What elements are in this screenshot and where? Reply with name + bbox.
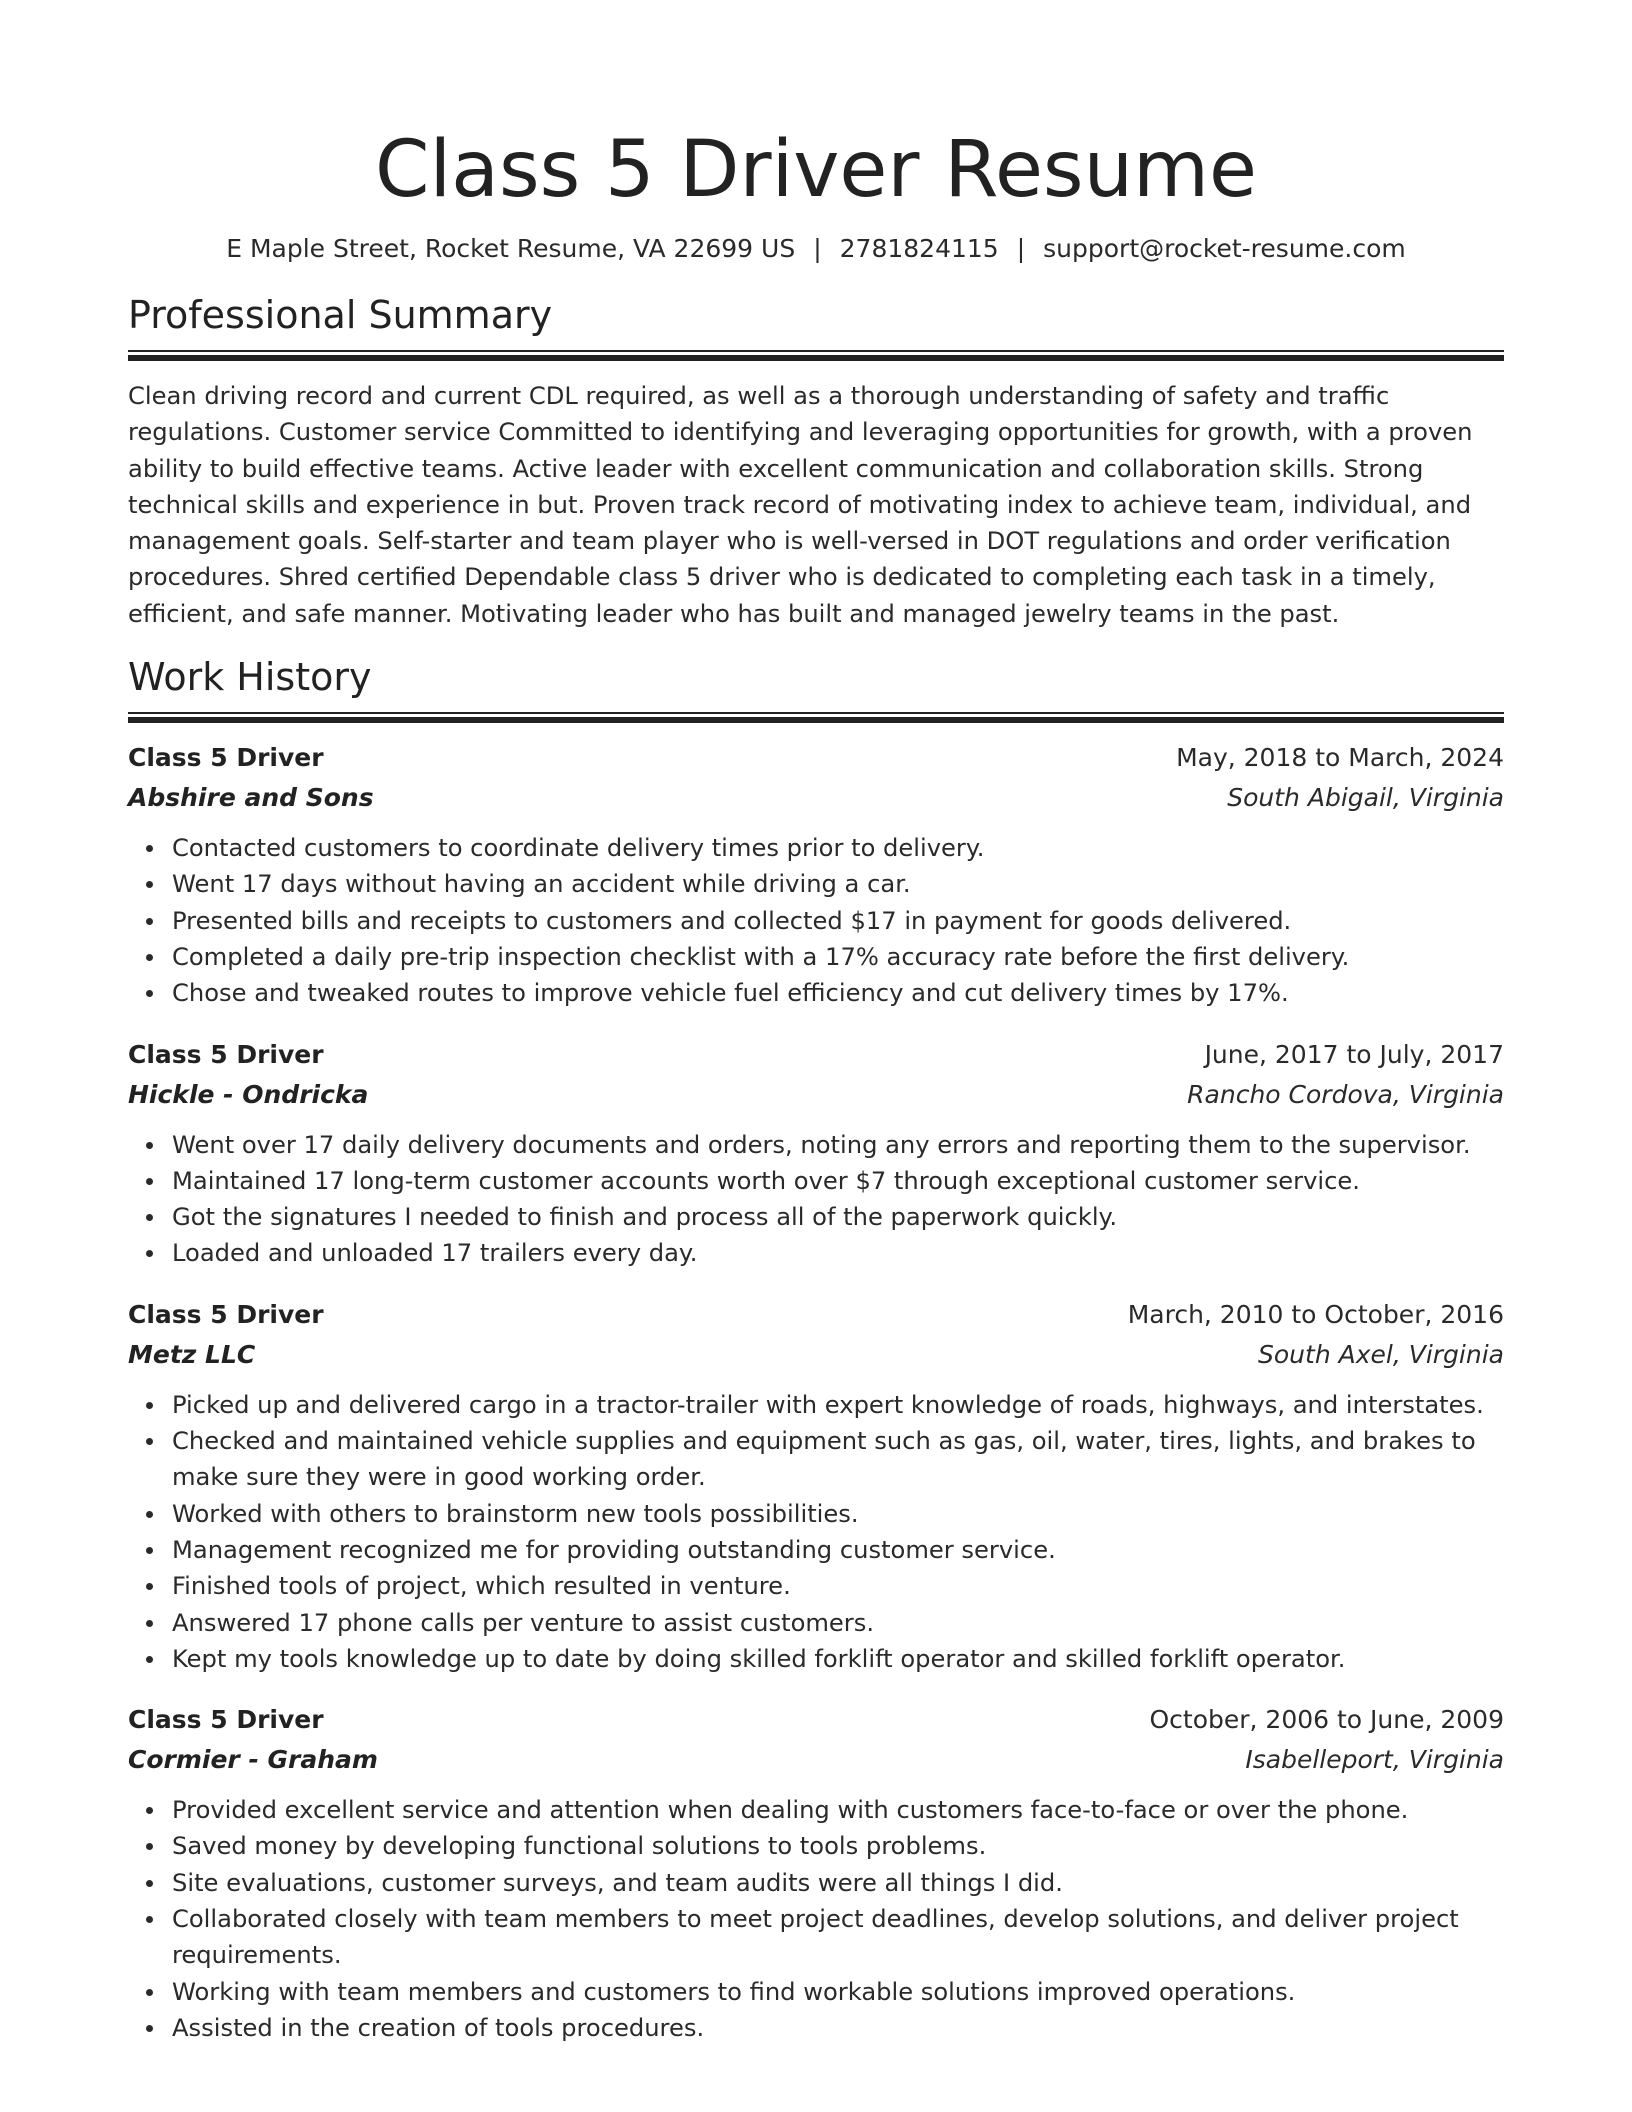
bullet-icon: [146, 918, 153, 925]
list-item: Site evaluations, customer surveys, and team audits were all things I did.: [172, 1865, 1504, 1901]
resume-title: Class 5 Driver Resume: [375, 125, 1257, 215]
list-item: Presented bills and receipts to customers and collected $17 in payment for goods delivered.: [172, 903, 1504, 939]
job-title: Class 5 Driver: [128, 743, 324, 773]
job-bullets: [128, 1127, 1504, 1272]
job-entry: [128, 1035, 1504, 1272]
list-item: Completed a daily pre-trip inspection checklist with a 17% accuracy rate before the first delivery.: [172, 939, 1504, 975]
bullet-icon: [146, 1620, 153, 1627]
list-item: Working with team members and customers to find workable solutions improved operations.: [172, 1974, 1504, 2010]
bullet-icon: [146, 1250, 153, 1257]
job-company: Abshire and Sons: [128, 783, 374, 813]
bullet-icon: [146, 1214, 153, 1221]
bullet-icon: [146, 1142, 153, 1149]
job-title: Class 5 Driver: [128, 1039, 324, 1069]
job-entry: [128, 1700, 1504, 2046]
bullet-icon: [146, 1178, 153, 1185]
list-item: Provided excellent service and attention when dealing with customers face-to-face or over the phone.: [172, 1792, 1504, 1828]
list-item: Answered 17 phone calls per venture to assist customers.: [172, 1605, 1504, 1641]
job-dates: May, 2018 to March, 2024: [1176, 743, 1504, 773]
bullet-icon: [146, 1656, 153, 1663]
list-item: Chose and tweaked routes to improve vehicle fuel efficiency and cut delivery times by 17%.: [172, 975, 1504, 1011]
job-entry: [128, 1295, 1504, 1677]
bullet-icon: [146, 1989, 153, 1996]
bullet-icon: [146, 1511, 153, 1518]
bullet-icon: [146, 1402, 153, 1409]
work-history-section: [128, 653, 1504, 2046]
list-item: Contacted customers to coordinate delivery times prior to delivery.: [172, 830, 1504, 866]
bullet-icon: [146, 1880, 153, 1887]
list-item: Worked with others to brainstorm new tools possibilities.: [172, 1496, 1504, 1532]
summary-heading: Professional Summary: [128, 293, 553, 337]
list-item: Went over 17 daily delivery documents and orders, noting any errors and reporting them to the supervisor.: [172, 1127, 1504, 1163]
job-location: South Axel, Virginia: [1258, 1339, 1504, 1369]
bullet-icon: [146, 881, 153, 888]
list-item: Management recognized me for providing outstanding customer service.: [172, 1532, 1504, 1568]
job-company: Cormier - Graham: [128, 1745, 378, 1775]
job-bullets: [128, 1792, 1504, 2046]
contact-phone: 2781824115: [839, 234, 999, 263]
list-item: Got the signatures I needed to finish and process all of the paperwork quickly.: [172, 1199, 1504, 1235]
contact-line: [128, 232, 1504, 266]
bullet-icon: [146, 1916, 153, 1923]
list-item: Finished tools of project, which resulted in venture.: [172, 1568, 1504, 1604]
list-item: Picked up and delivered cargo in a tractor-trailer with expert knowledge of roads, highways, and interstates.: [172, 1387, 1504, 1423]
bullet-icon: [146, 1807, 153, 1814]
job-dates: June, 2017 to July, 2017: [1204, 1039, 1504, 1069]
job-company: Metz LLC: [128, 1339, 256, 1369]
job-location: Isabelleport, Virginia: [1245, 1745, 1504, 1775]
section-divider: [128, 350, 1504, 362]
job-location: South Abigail, Virginia: [1227, 783, 1504, 813]
job-bullets: [128, 830, 1504, 1011]
job-dates: October, 2006 to June, 2009: [1149, 1705, 1504, 1735]
job-list: [128, 738, 1504, 2046]
contact-address: E Maple Street, Rocket Resume, VA 22699 US: [226, 234, 796, 263]
list-item: Saved money by developing functional solutions to tools problems.: [172, 1828, 1504, 1864]
list-item: Maintained 17 long-term customer accounts worth over $7 through exceptional customer service.: [172, 1163, 1504, 1199]
resume-page: [128, 0, 1504, 2046]
bullet-icon: [146, 954, 153, 961]
contact-email: support@rocket-resume.com: [1043, 234, 1406, 263]
list-item: Went 17 days without having an accident while driving a car.: [172, 866, 1504, 902]
job-company: Hickle - Ondricka: [128, 1079, 369, 1109]
list-item: Checked and maintained vehicle supplies and equipment such as gas, oil, water, tires, lights, and brakes to make sure they were in good working order.: [172, 1423, 1504, 1496]
list-item: Loaded and unloaded 17 trailers every day.: [172, 1235, 1504, 1271]
job-title: Class 5 Driver: [128, 1705, 324, 1735]
contact-separator: |: [813, 234, 822, 263]
job-title: Class 5 Driver: [128, 1299, 324, 1329]
contact-separator: |: [1016, 234, 1026, 263]
bullet-icon: [146, 845, 153, 852]
list-item: Assisted in the creation of tools procedures.: [172, 2010, 1504, 2046]
bullet-icon: [146, 2025, 153, 2032]
bullet-icon: [146, 1843, 153, 1850]
bullet-icon: [146, 1438, 153, 1445]
summary-text: Clean driving record and current CDL required, as well as a thorough understanding of safety and traffic regulations. Customer service Committed to identifying and leveraging opportunities for growth, with a proven ability to build effective teams. Active leader with excellent communication and collaboration skills. Strong technical skills and experience in but. Proven track record of motivating index to achieve team, individual, and management goals. Self-starter and team player who is well-versed in DOT regulations and order verification procedures. Shred certified Dependable class 5 driver who is dedicated to completing each task in a timely, efficient, and safe manner. Motivating leader who has built and managed jewelry teams in the past.: [128, 382, 1473, 628]
bullet-icon: [146, 1547, 153, 1554]
job-location: Rancho Cordova, Virginia: [1187, 1079, 1504, 1109]
section-divider: [128, 712, 1504, 724]
job-entry: [128, 738, 1504, 1011]
job-bullets: [128, 1387, 1504, 1677]
work-history-heading: Work History: [128, 655, 372, 700]
summary-section: [128, 291, 1504, 632]
bullet-icon: [146, 990, 153, 997]
list-item: Kept my tools knowledge up to date by doing skilled forklift operator and skilled forklift operator.: [172, 1641, 1504, 1677]
bullet-icon: [146, 1583, 153, 1590]
list-item: Collaborated closely with team members to meet project deadlines, develop solutions, and deliver project requirements.: [172, 1901, 1504, 1974]
job-dates: March, 2010 to October, 2016: [1127, 1299, 1504, 1329]
